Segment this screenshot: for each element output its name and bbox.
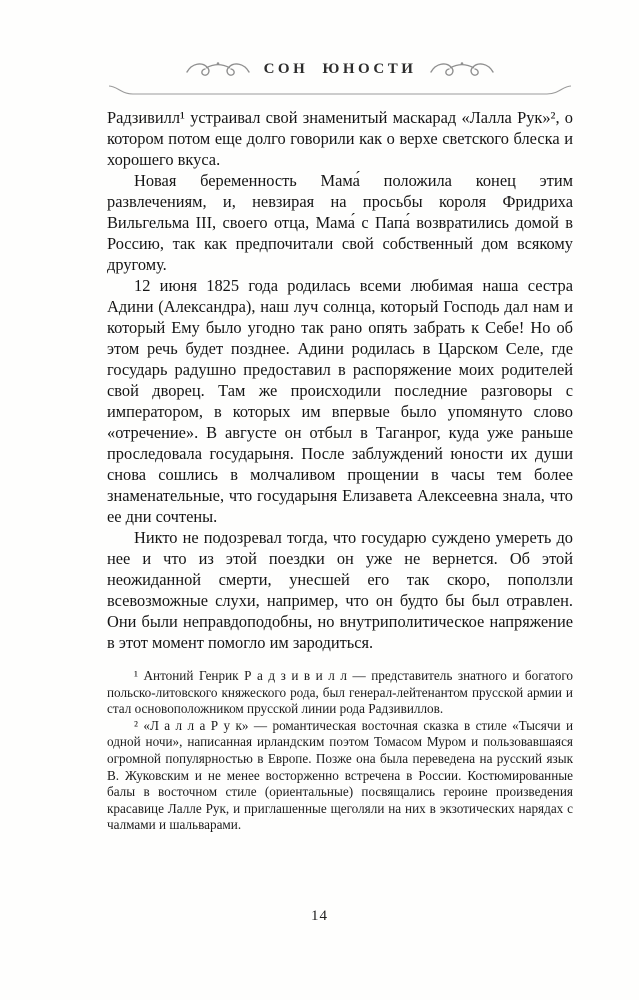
page-content <box>107 56 573 834</box>
flourish-right-icon <box>430 59 494 79</box>
body-text <box>107 107 573 653</box>
paragraph: Никто не подозревал тогда, что государю суждено умереть до нее и что из этой поездки он уже не вернется. Об этой неожиданной смерти, унесшей его так скоро, поползли всевозможные слухи, например, что он будто бы был отравлен. Они были неправдоподобны, но внутриполитическое напряжение в этот момент помогло им зародиться. <box>107 528 573 652</box>
paragraph: Новая беременность Мама́ положила конец этим развлечениям, и, невзирая на просьбы короля Фридриха Вильгельма III, своего отца, Мама́ с Папа́ возвратились домой в Россию, так как предпочитали свой собственный дом всякому другому. <box>107 171 573 274</box>
paragraph: Радзивилл¹ устраивал свой знаменитый маскарад «Лалла Рук»², о котором потом еще долго говорили как о верхе светского блеска и хорошего вкуса. <box>107 108 573 169</box>
footnote: ² «Л а л л а Р у к» — романтическая восточная сказка в стиле «Тысячи и одной ночи», написанная ирландским поэтом Томасом Муром и пользовавшаяся огромной популярностью в Европе. Позже она была переведена на русский язык В. Жуковским и не менее восторженно встречена в России. Костюмированные балы в восточном стиле (ориентальные) посвящались героине произведения красавице Лалле Рук, и приглашенные щеголяли на них в экзотических нарядах с чалмами и шальварами. <box>107 717 573 833</box>
flourish-left-icon <box>186 59 250 79</box>
footnote: ¹ Антоний Генрик Р а д з и в и л л — представитель знатного и богатого польско-литовского княжеского рода, был генерал-лейтенантом прусской армии и стал основоположником прусской линии рода Радзивиллов. <box>107 668 573 717</box>
running-header <box>107 56 573 82</box>
header-rule <box>107 84 573 98</box>
paragraph: 12 июня 1825 года родилась всеми любимая наша сестра Адини (Александра), наш луч солнца, который Господь дал нам и который Ему было угодно так рано опять забрать к Себе! Но об этом речь будет позднее. Адини родилась в Царском Селе, где государь радушно предоставил в распоряжение моих родителей свой дворец. Там же происходили последние разговоры с императором, в которых им впервые было упомянуто слово «отречение». В августе он отбыл в Таганрог, куда уже раньше проследовала государыня. После заблуждений юности их души снова сошлись в молчаливом прощении в часы тем более знаменательные, что государыня Елизавета Алексеевна знала, что ее дни сочтены. <box>107 276 573 526</box>
page-number: 14 <box>311 908 328 924</box>
chapter-title: СОН ЮНОСТИ <box>263 60 417 77</box>
footnotes-section <box>107 668 573 834</box>
